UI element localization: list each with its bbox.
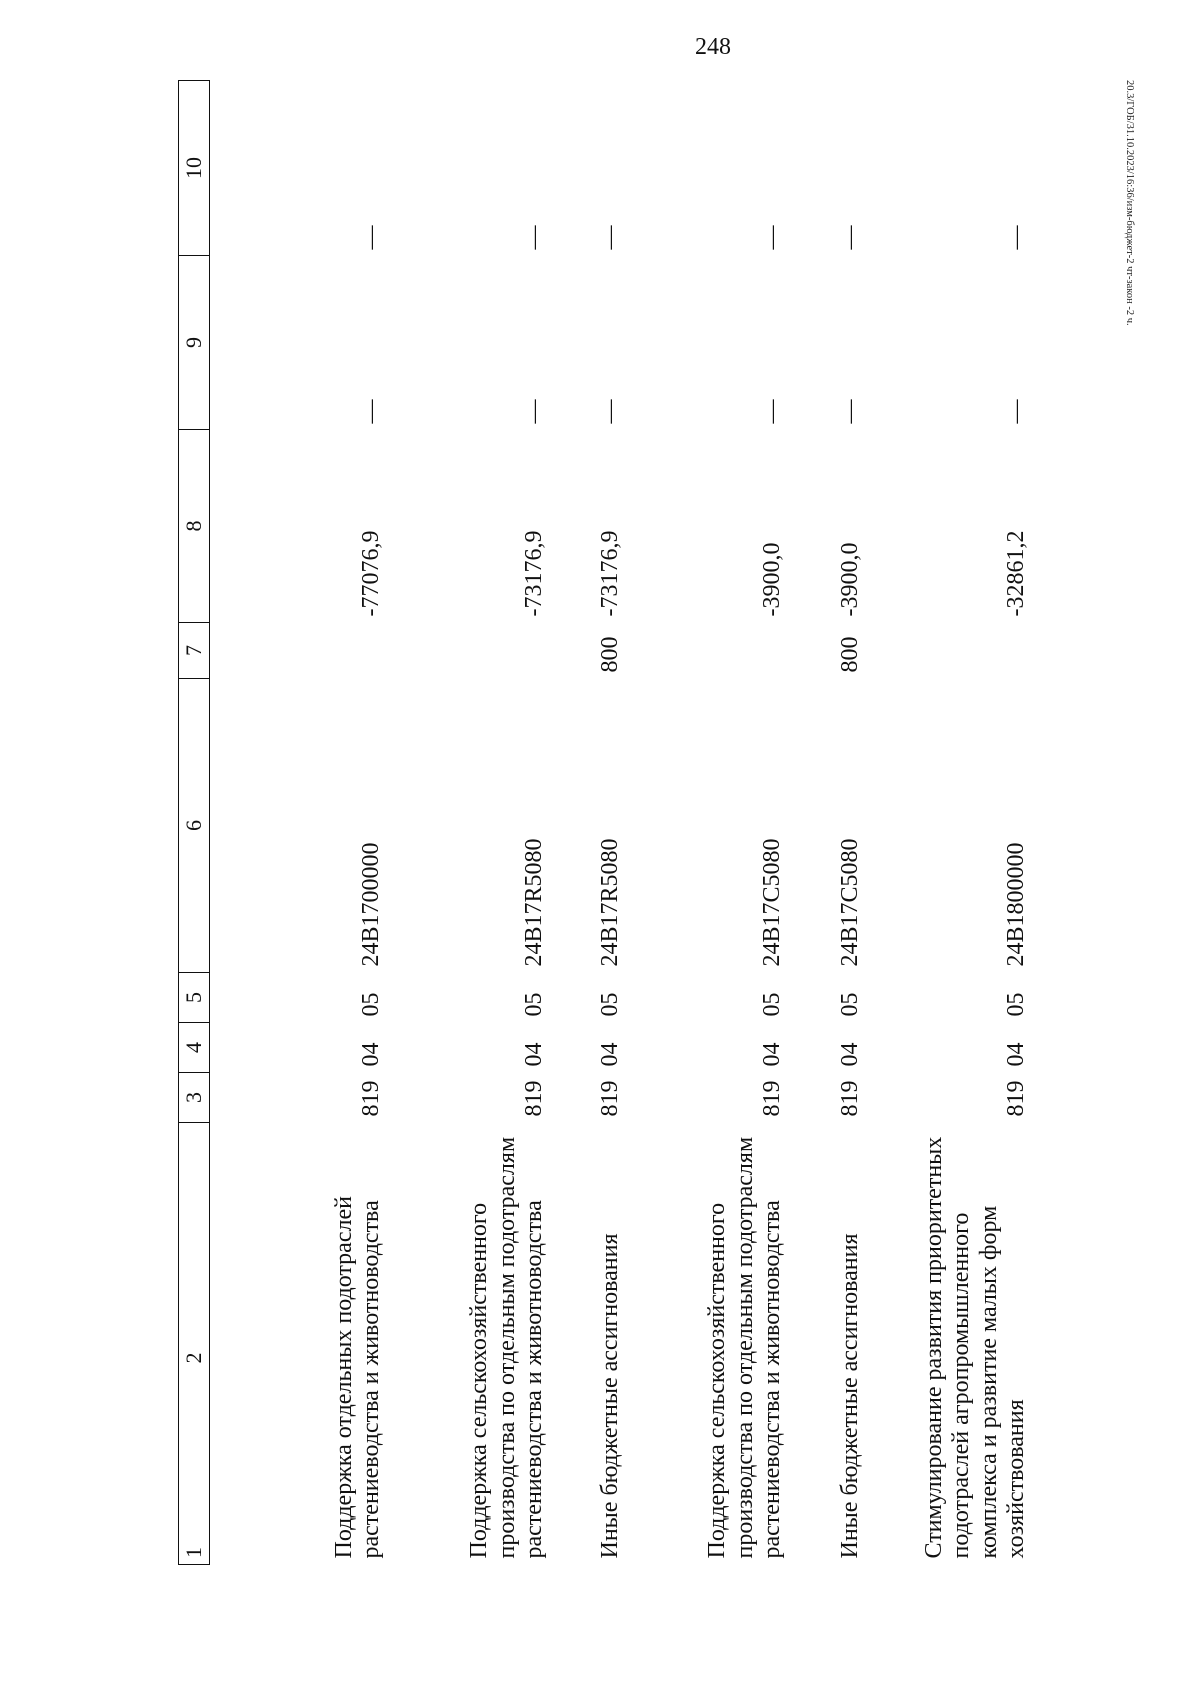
row-target-code: 24В17R5080 — [521, 838, 548, 967]
row-expense-type: 800 — [837, 636, 864, 673]
row-target-code: 24В17С5080 — [759, 838, 786, 967]
row-col-10: — — [1003, 225, 1030, 250]
header-col-9: 9 — [179, 256, 210, 430]
row-amount: -3900,0 — [759, 542, 786, 617]
row-amount: -73176,9 — [521, 530, 548, 617]
row-expense-type — [210, 623, 387, 679]
header-col-5: 5 — [179, 973, 210, 1023]
row-amount: -73176,9 — [597, 530, 624, 617]
row-subsection: 05 — [759, 992, 786, 1017]
row-name: Поддержка сельскохозяйственного производства по отдельным подотраслям растениеводства и животноводства — [466, 1136, 548, 1559]
row-section: 04 — [358, 1042, 385, 1067]
row-section: 04 — [597, 1042, 624, 1067]
row-subsection: 05 — [597, 992, 624, 1017]
budget-table — [178, 80, 1031, 1565]
row-expense-type: 800 — [597, 636, 624, 673]
header-col-3: 3 — [179, 1073, 210, 1123]
row-subsection: 05 — [837, 992, 864, 1017]
row-name: Поддержка отдельных подотраслей растениеводства и животноводства — [330, 1196, 385, 1559]
row-amount: -3900,0 — [837, 542, 864, 617]
header-col-1-label: 1 — [181, 1547, 207, 1558]
row-name: Иные бюджетные ассигнования — [837, 1233, 864, 1559]
row-expense-type — [625, 623, 787, 679]
row-col-10: — — [759, 225, 786, 250]
header-col-7: 7 — [179, 623, 210, 679]
row-grbs: 819 — [1003, 1080, 1030, 1117]
row-subsection: 05 — [1003, 992, 1030, 1017]
row-grbs: 819 — [837, 1080, 864, 1117]
row-name: Поддержка сельскохозяйственного производства по отдельным подотраслям растениеводства и животноводства — [704, 1136, 786, 1559]
table-row — [865, 81, 1031, 1565]
row-subsection: 05 — [358, 992, 385, 1017]
row-name: Иные бюджетные ассигнования — [597, 1233, 624, 1559]
row-name: Стимулирование развития приоритетных подотраслей агропромышленного комплекса и развитие малых форм хозяйствования — [920, 1136, 1030, 1559]
page-number: 248 — [695, 34, 731, 60]
header-col-8: 8 — [179, 430, 210, 623]
row-grbs: 819 — [358, 1080, 385, 1117]
table-row — [549, 81, 625, 1565]
budget-table-container — [178, 81, 1030, 1565]
table-row — [210, 81, 387, 1565]
row-target-code: 24В17С5080 — [837, 838, 864, 967]
row-amount: -32861,2 — [1003, 530, 1030, 617]
row-target-code: 24В17R5080 — [597, 838, 624, 967]
row-expense-type — [386, 623, 549, 679]
document-footer-code: 20.3/ГОБ/31.10.2023/16:36/изм-бюджет-2 чт-закон -2 ч. — [1124, 80, 1135, 326]
header-col-4: 4 — [179, 1023, 210, 1073]
row-section: 04 — [759, 1042, 786, 1067]
row-col-10: — — [597, 225, 624, 250]
row-section: 04 — [521, 1042, 548, 1067]
table-row — [625, 81, 787, 1565]
header-col-2-label: 2 — [181, 1352, 207, 1364]
row-col-9: — — [759, 399, 786, 424]
row-col-9: — — [837, 399, 864, 424]
table-header-row — [179, 81, 210, 1565]
row-section: 04 — [1003, 1042, 1030, 1067]
row-amount: -77076,9 — [358, 530, 385, 617]
row-section: 04 — [837, 1042, 864, 1067]
header-col-1 — [179, 1123, 210, 1565]
row-target-code: 24В1700000 — [358, 842, 385, 967]
row-col-10: — — [837, 225, 864, 250]
row-col-10: — — [358, 225, 385, 250]
header-col-6: 6 — [179, 679, 210, 973]
row-col-9: — — [358, 399, 385, 424]
row-grbs: 819 — [759, 1080, 786, 1117]
row-expense-type — [865, 623, 1031, 679]
row-grbs: 819 — [597, 1080, 624, 1117]
table-row — [787, 81, 865, 1565]
row-target-code: 24В1800000 — [1003, 842, 1030, 967]
row-subsection: 05 — [521, 992, 548, 1017]
row-col-9: — — [521, 399, 548, 424]
row-col-10: — — [521, 225, 548, 250]
table-row — [386, 81, 549, 1565]
row-col-9: — — [1003, 399, 1030, 424]
header-col-10: 10 — [179, 81, 210, 256]
row-col-9: — — [597, 399, 624, 424]
row-grbs: 819 — [521, 1080, 548, 1117]
